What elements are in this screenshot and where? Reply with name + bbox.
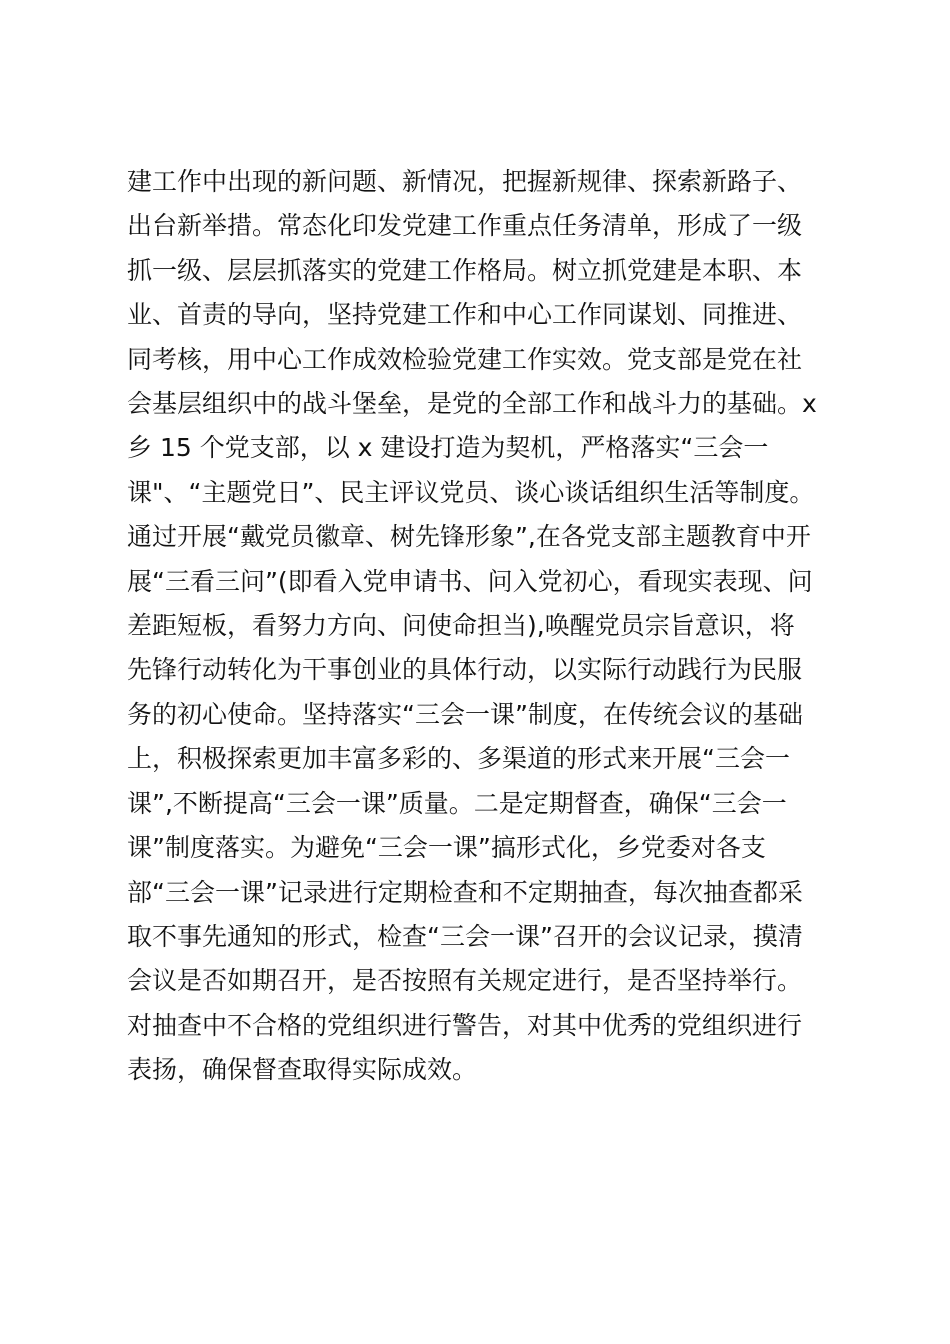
paragraph-line: 会议是否如期召开，是否按照有关规定进行，是否坚持举行。 (127, 966, 803, 996)
paragraph-line: 课”,不断提高“三会一课”质量。二是定期督查，确保“三会一 (127, 788, 787, 818)
paragraph-line: 差距短板，看努力方向、问使命担当),唤醒党员宗旨意识，将 (127, 611, 795, 641)
paragraph-line: 业、首责的导向，坚持党建工作和中心工作同谋划、同推进、 (127, 300, 803, 330)
paragraph-line: 务的初心使命。坚持落实“三会一课”制度，在传统会议的基础 (127, 699, 803, 729)
paragraph-line: 同考核，用中心工作成效检验党建工作实效。党支部是党在社 (127, 344, 803, 374)
paragraph-line: 建工作中出现的新问题、新情况，把握新规律、探索新路子、 (127, 167, 803, 196)
paragraph-line: 出台新举措。常态化印发党建工作重点任务清单，形成了一级 (127, 211, 803, 241)
paragraph-line: 展“三看三问”(即看入党申请书、问入党初心，看现实表现、问 (127, 566, 813, 596)
paragraph-line: 会基层组织中的战斗堡垒，是党的全部工作和战斗力的基础。x (127, 389, 817, 419)
body-paragraph (127, 160, 837, 1093)
paragraph-line: 乡 15 个党支部，以 x 建设打造为契机，严格落实“三会一 (127, 433, 769, 463)
paragraph-line: 上，积极探索更加丰富多彩的、多渠道的形式来开展“三会一 (127, 744, 790, 774)
paragraph-line: 课”制度落实。为避免“三会一课”搞形式化，乡党委对各支 (127, 833, 766, 863)
paragraph-line: 对抽查中不合格的党组织进行警告，对其中优秀的党组织进行 (127, 1010, 803, 1040)
paragraph-line: 通过开展“戴党员徽章、树先锋形象”,在各党支部主题教育中开 (127, 522, 811, 552)
paragraph-line: 表扬，确保督查取得实际成效。 (127, 1055, 478, 1085)
paragraph-line: 抓一级、层层抓落实的党建工作格局。树立抓党建是本职、本 (127, 255, 803, 285)
paragraph-line: 课"、“主题党日”、民主评议党员、谈心谈话组织生活等制度。 (127, 477, 815, 507)
paragraph-line: 部“三会一课”记录进行定期检查和不定期抽查，每次抽查都采 (127, 877, 803, 907)
paragraph-line: 先锋行动转化为干事创业的具体行动，以实际行动践行为民服 (127, 655, 803, 685)
paragraph-line: 取不事先通知的形式，检查“三会一课”召开的会议记录，摸清 (127, 921, 803, 951)
